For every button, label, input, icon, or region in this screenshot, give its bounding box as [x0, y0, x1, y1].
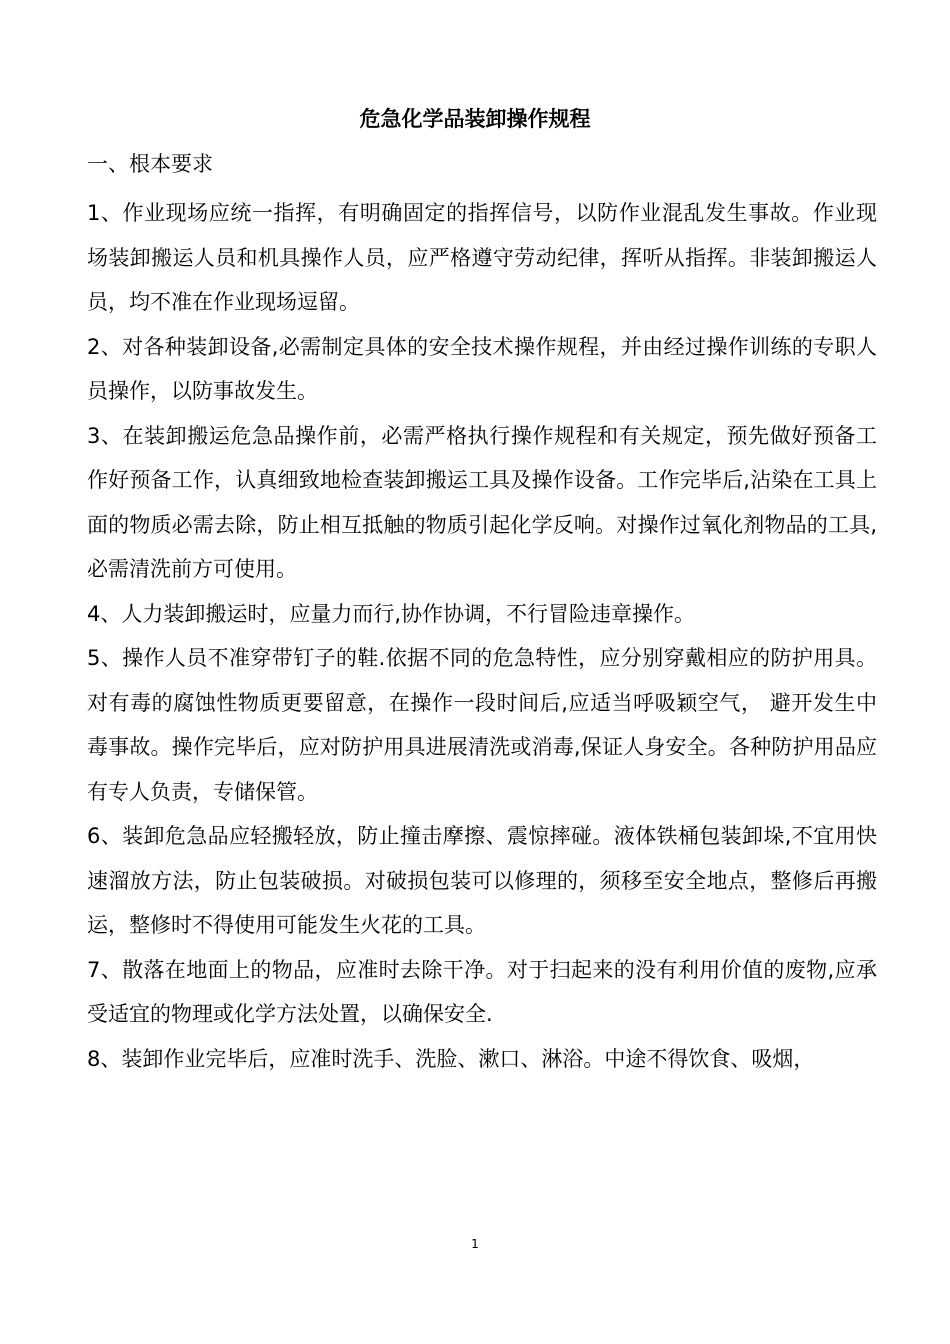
paragraph-2: 2、对各种装卸设备,必需制定具体的安全技术操作规程，并由经过操作训练的专职人员操作，以防事故发生。	[87, 334, 877, 403]
page-number: 1	[471, 1237, 479, 1251]
paragraph-8: 8、装卸作业完毕后，应准时洗手、洗脸、漱口、淋浴。中途不得饮食、吸烟，	[87, 1046, 815, 1071]
paragraph-6: 6、装卸危急品应轻搬轻放，防止撞击摩擦、震惊摔碰。液体铁桶包装卸垛,不宜用快速溜放方法，防止包装破损。对破损包装可以修理的，须移至安全地点，整修后再搬运，整修时不得使用可能发生火花的工具。	[87, 824, 877, 937]
paragraph-4: 4、人力装卸搬运时，应量力而行,协作协调，不行冒险违章操作。	[87, 601, 696, 626]
section-heading: 一、根本要求	[87, 152, 213, 176]
document-title: 危急化学品装卸操作规程	[359, 107, 591, 131]
paragraph-3: 3、在装卸搬运危急品操作前，必需严格执行操作规程和有关规定，预先做好预备工作好预备工作，认真细致地检查装卸搬运工具及操作设备。工作完毕后,沾染在工具上面的物质必需去除，防止相互抵触的物质引起化学反响。对操作过氧化剂物品的工具,必需清洗前方可使用。	[87, 423, 877, 581]
paragraph-7: 7、散落在地面上的物品，应准时去除干净。对于扫起来的没有利用价值的废物,应承受适宜的物理或化学方法处置，以确保安全.	[87, 957, 877, 1026]
document-body	[87, 147, 877, 1081]
paragraph-1: 1、作业现场应统一指挥，有明确固定的指挥信号，以防作业混乱发生事故。作业现场装卸搬运人员和机具操作人员，应严格遵守劳动纪律，挥听从指挥。非装卸搬运人员，均不准在作业现场逗留。	[87, 201, 877, 314]
paragraph-5: 5、操作人员不准穿带钉子的鞋.依据不同的危急特性，应分别穿戴相应的防护用具。对有毒的腐蚀性物质更要留意，在操作一段时间后,应适当呼吸颖空气， 避开发生中毒事故。操作完毕后，应对防护用具进展清洗或消毒,保证人身安全。各种防护用品应有专人负责，专储保管。	[87, 646, 877, 804]
